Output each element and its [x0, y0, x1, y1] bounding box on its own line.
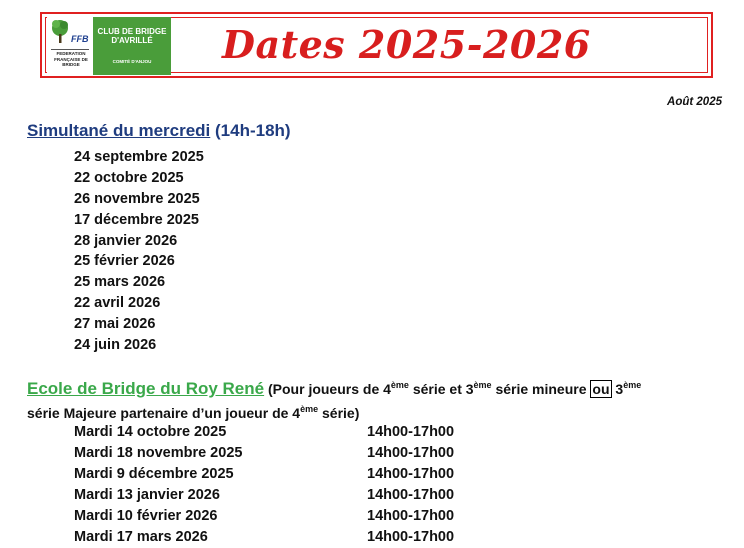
- table-row: [74, 443, 494, 464]
- club-name: CLUB DE BRIDGE D'AVRILLÉ: [97, 27, 167, 45]
- session-date: Mardi 18 novembre 2025: [74, 445, 243, 461]
- session-date: Mardi 10 février 2026: [74, 508, 218, 524]
- desc-text: série mineure: [491, 381, 591, 397]
- table-row: [74, 485, 494, 506]
- desc-sup: ème: [390, 380, 409, 390]
- page-title: Dates 2025-2026: [222, 22, 591, 67]
- session-hours: 14h00-17h00: [367, 487, 455, 503]
- desc-sup: ème: [300, 404, 319, 414]
- simultane-dates: [74, 147, 204, 356]
- list-item: 25 mars 2026: [74, 274, 166, 291]
- club-subtitle: COMITÉ D'ANJOU: [112, 59, 152, 64]
- ffb-logo: [47, 17, 93, 75]
- ffb-divider: [51, 49, 89, 50]
- desc-text: (Pour joueurs de 4: [268, 381, 391, 397]
- ecole-heading: [27, 375, 727, 423]
- list-item: 28 janvier 2026: [74, 232, 178, 249]
- desc-boxed-word: ou: [592, 381, 610, 397]
- desc-text: 3: [611, 381, 624, 397]
- table-row: [74, 464, 494, 485]
- session-hours: 14h00-17h00: [367, 508, 455, 524]
- list-item: 22 avril 2026: [74, 295, 161, 312]
- table-row: [74, 422, 494, 443]
- simultane-title: Simultané du mercredi: [27, 121, 211, 140]
- session-hours: 14h00-17h00: [367, 445, 455, 461]
- list-item: 27 mai 2026: [74, 316, 156, 333]
- club-badge: [93, 17, 171, 75]
- session-date: Mardi 17 mars 2026: [74, 529, 208, 545]
- list-item: 17 décembre 2025: [74, 211, 199, 228]
- desc-sup: ème: [623, 380, 642, 390]
- table-row: [74, 506, 494, 527]
- document-date: Août 2025: [667, 96, 722, 108]
- session-hours: 14h00-17h00: [367, 529, 455, 545]
- session-date: Mardi 14 octobre 2025: [74, 424, 227, 440]
- ffb-subtitle: FEDERATION FRANÇAISE DE BRIDGE: [54, 51, 88, 67]
- list-item: 24 juin 2026: [74, 337, 157, 354]
- session-hours: 14h00-17h00: [367, 466, 455, 482]
- session-hours: 14h00-17h00: [367, 424, 455, 440]
- desc-sup: ème: [473, 380, 492, 390]
- desc-text: série et 3: [408, 381, 474, 397]
- ffb-wordmark: FFB: [71, 34, 89, 44]
- ecole-sessions: [74, 422, 494, 548]
- tree-icon: [47, 17, 93, 49]
- ecole-title: Ecole de Bridge du Roy René: [27, 379, 265, 398]
- session-date: Mardi 13 janvier 2026: [74, 487, 220, 503]
- session-date: Mardi 9 décembre 2025: [74, 466, 234, 482]
- simultane-time: (14h-18h): [215, 121, 291, 140]
- list-item: 24 septembre 2025: [74, 149, 204, 165]
- club-logo: [47, 17, 171, 75]
- simultane-heading: [27, 121, 291, 141]
- desc-text: série): [318, 405, 360, 421]
- desc-text: série Majeure partenaire d’un joueur de 4: [27, 405, 301, 421]
- list-item: 26 novembre 2025: [74, 190, 200, 207]
- list-item: 22 octobre 2025: [74, 169, 184, 186]
- table-row: [74, 527, 494, 548]
- list-item: 25 février 2026: [74, 253, 175, 270]
